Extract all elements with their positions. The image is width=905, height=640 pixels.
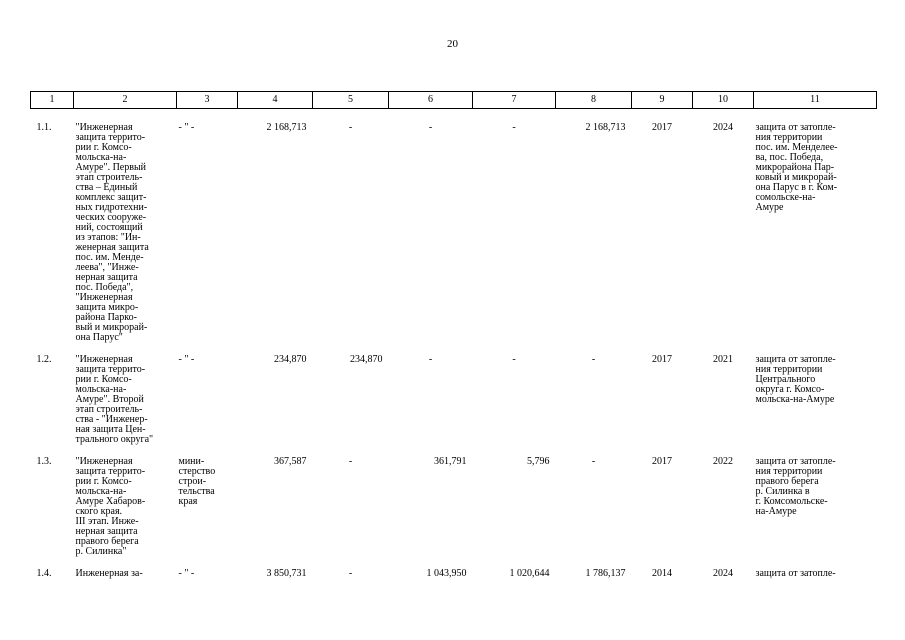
table-row <box>31 457 877 569</box>
header-cell: 2 <box>74 92 177 109</box>
spacer-row <box>31 109 877 124</box>
amount-col6: 361,791 <box>434 456 467 467</box>
executor: - " - <box>178 354 195 365</box>
amount-col5: - <box>348 456 353 467</box>
amount-col6: 1 043,950 <box>426 568 467 579</box>
amount-col5: 234,870 <box>350 354 383 365</box>
table-row <box>31 355 877 457</box>
total-amount: 367,587 <box>274 456 307 467</box>
amount-col7: - <box>512 122 516 133</box>
start-year: 2017 <box>652 122 672 133</box>
header-cell: 11 <box>754 92 877 109</box>
row-number: 1.2. <box>36 354 52 365</box>
amount-col7: 5,796 <box>527 456 550 467</box>
measure-name: "Инженерная защита террито- рии г. Комсо- мольска-на- Амуре". Первый этап строитель- ства – Единый комплекс защит- ных гидротехни- ческих сооруже- ний, состоящий из этапов: "Ин- женерная защита пос. им. Менде- леева", "Инже- нерная защита пос. Победа", "Инженерная защита микро- района Парко- вый и микрорай- она Парус" <box>75 122 149 343</box>
header-cell: 5 <box>313 92 389 109</box>
start-year: 2014 <box>652 568 672 579</box>
expected-result: защита от затопле- ния территории правого берега р. Силинка в г. Комсомольске- на-Амуре <box>755 456 836 517</box>
header-cell: 10 <box>693 92 754 109</box>
measure-name: "Инженерная защита террито- рии г. Комсо- мольска-на- Амуре Хабаров- ского края. III этап. Инже- нерная защита правого берега р. Силинка" <box>75 456 146 557</box>
header-cell: 7 <box>473 92 556 109</box>
table-body <box>31 109 877 580</box>
end-year: 2024 <box>713 122 733 133</box>
amount-col7: 1 020,644 <box>509 568 550 579</box>
end-year: 2022 <box>713 456 733 467</box>
header-cell: 8 <box>556 92 632 109</box>
start-year: 2017 <box>652 456 672 467</box>
header-cell: 3 <box>177 92 238 109</box>
measure-name: "Инженерная защита террито- рии г. Комсо- мольска-на- Амуре". Второй этап строитель- ства - "Инженер- ная защита Цен- трального округа" <box>75 354 154 445</box>
measure-name: Инженерная за- <box>75 568 143 579</box>
amount-col8: 1 786,137 <box>585 568 626 579</box>
amount-col6: - <box>428 122 433 133</box>
header-row <box>31 92 877 109</box>
expected-result: защита от затопле- ния территории пос. им. Менделее- ва, пос. Победа, микрорайона Пар- ковый и микрорай- она Парус в г. Ком- сомольске-на- Амуре <box>755 122 838 213</box>
row-number: 1.4. <box>36 568 52 579</box>
header-cell: 4 <box>238 92 313 109</box>
amount-col8: 2 168,713 <box>585 122 626 133</box>
page-number: 20 <box>447 38 458 50</box>
table-row <box>31 123 877 355</box>
total-amount: 2 168,713 <box>266 122 307 133</box>
table-row <box>31 569 877 579</box>
amount-col5: - <box>348 568 353 579</box>
executor: - " - <box>178 568 195 579</box>
row-number: 1.1. <box>36 122 52 133</box>
start-year: 2017 <box>652 354 672 365</box>
end-year: 2021 <box>713 354 733 365</box>
header-cell: 6 <box>389 92 473 109</box>
expected-result: защита от затопле- ния территории Центрального округа г. Комсо- мольска-на-Амуре <box>755 354 836 405</box>
row-number: 1.3. <box>36 456 52 467</box>
amount-col7: - <box>512 354 516 365</box>
header-cell: 1 <box>31 92 74 109</box>
end-year: 2024 <box>713 568 733 579</box>
total-amount: 3 850,731 <box>266 568 307 579</box>
expected-result: защита от затопле- <box>755 568 836 579</box>
amount-col5: - <box>348 122 353 133</box>
table-header <box>31 92 877 109</box>
executor: - " - <box>178 122 195 133</box>
executor: мини- стерство строи- тельства края <box>178 456 216 507</box>
header-cell: 9 <box>632 92 693 109</box>
amount-col8: - <box>591 456 596 467</box>
amount-col6: - <box>428 354 433 365</box>
total-amount: 234,870 <box>274 354 307 365</box>
program-table <box>30 91 877 579</box>
amount-col8: - <box>591 354 596 365</box>
